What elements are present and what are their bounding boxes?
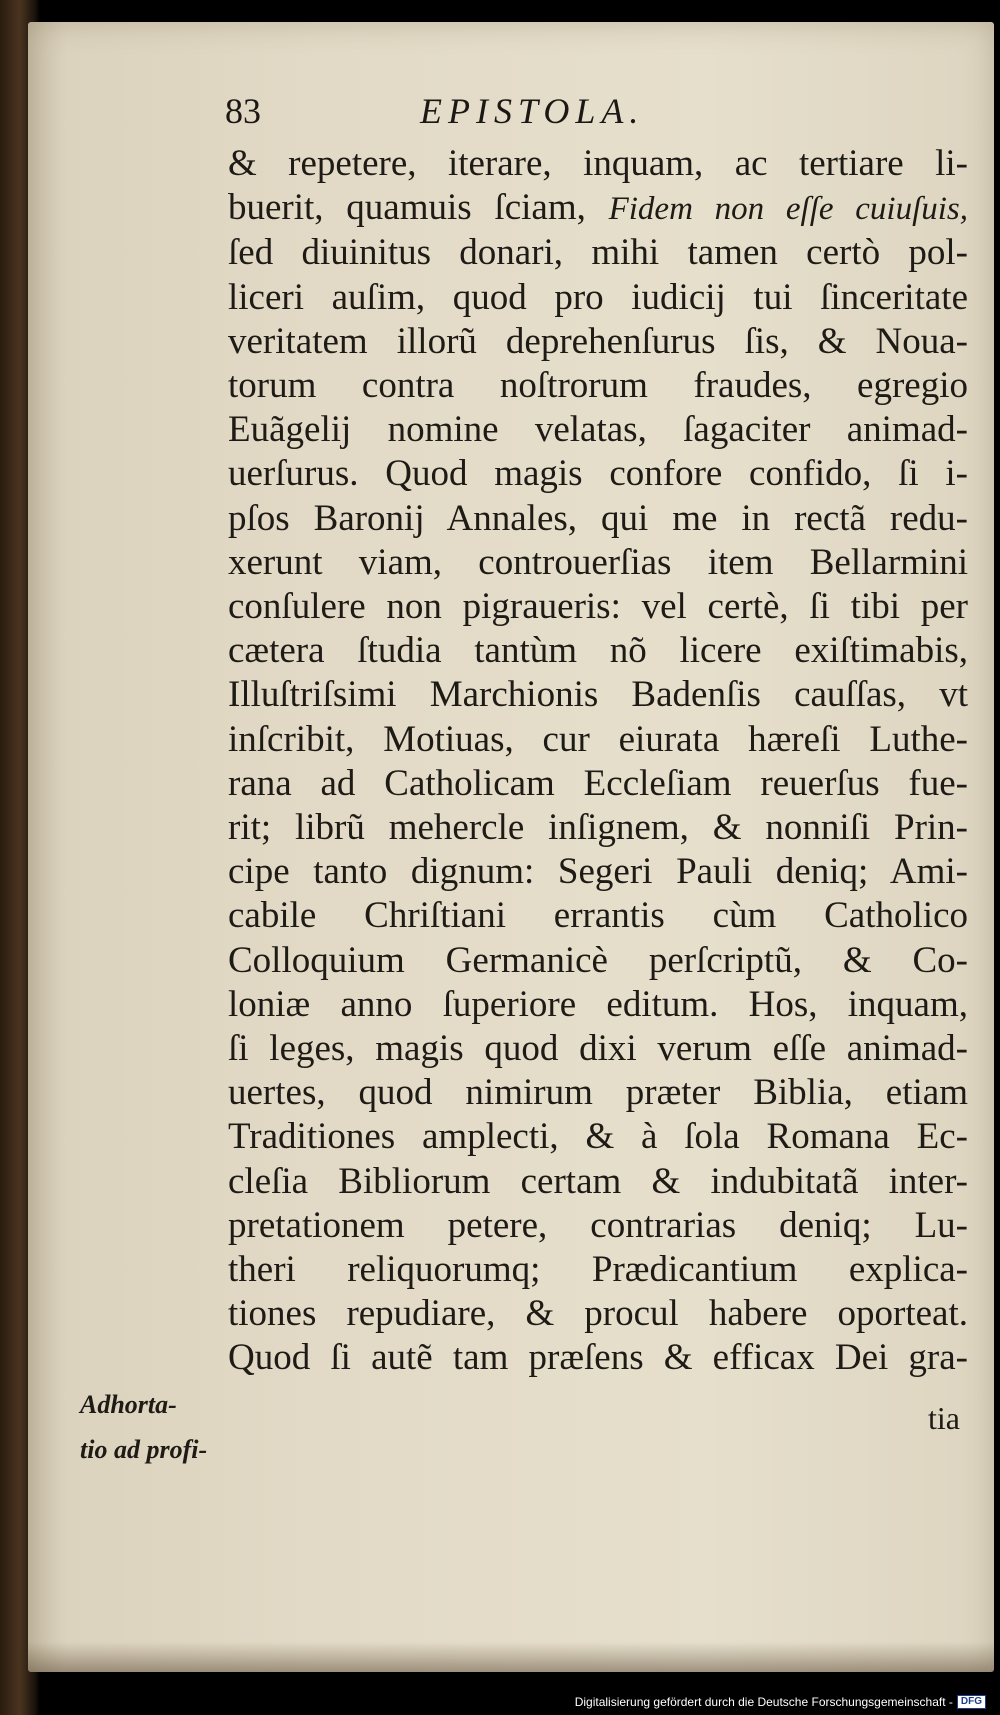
page-number: 83 — [225, 91, 261, 131]
text-line: cipe tanto dignum: Segeri Pauli deniq; Ami- — [228, 851, 968, 893]
text-line: ſi leges, magis quod dixi verum eſſe animad- — [228, 1028, 968, 1070]
text-line: torum contra noſtrorum fraudes, egregio — [228, 365, 968, 407]
text-line: liceri auſim, quod pro iudicij tui ſinceritate — [228, 276, 968, 318]
text-line: inſcribit, Motiuas, cur eiurata hæreſi Luthe- — [228, 718, 968, 760]
credit-text: Digitalisierung gefördert durch die Deutsche Forschungsgemeinschaft - — [574, 1695, 953, 1709]
marginal-note — [80, 1382, 240, 1472]
marginal-note-line: Adhorta- — [80, 1390, 177, 1419]
text-line: cleſia Bibliorum certam & indubitatã inter- — [228, 1160, 968, 1202]
running-head: EPISTOLA. — [420, 91, 645, 131]
text-line: theri reliquorumq; Prædicantium explica- — [228, 1249, 968, 1291]
text-line: Euãgelij nomine velatas, ſagaciter animad- — [228, 409, 968, 451]
main-text-block — [228, 142, 968, 1381]
text-line: conſulere non pigraueris: vel certè, ſi tibi per — [228, 586, 968, 628]
text-line: pretationem petere, contrarias deniq; Lu- — [228, 1204, 968, 1246]
text-line: tiones repudiare, & procul habere oporteat. — [228, 1293, 968, 1335]
page-header — [225, 90, 725, 140]
text-line: Colloquium Germanicè perſcriptũ, & Co- — [228, 939, 968, 981]
text-line: xerunt viam, controuerſias item Bellarmini — [228, 541, 968, 583]
text-line: uerſurus. Quod magis confore confido, ſi i- — [228, 453, 968, 495]
text-line: & repetere, iterare, inquam, ac tertiare li- — [228, 143, 968, 184]
text-line: rit; librũ mehercle inſignem, & nonniſi Prin- — [228, 807, 968, 849]
text-line: rana ad Catholicam Eccleſiam reuerſus fue- — [228, 762, 968, 804]
text-line: Quod ſi autẽ tam præſens & efficax Dei gra- — [228, 1337, 968, 1379]
italic-phrase: Fidem non eſſe cuiuſuis, — [608, 191, 969, 228]
digitization-credit — [575, 1695, 986, 1709]
text-line: Illuſtriſsimi Marchionis Badenſis cauſſas, vt — [228, 674, 968, 716]
catchword: tia — [928, 1400, 960, 1436]
text-line: pſos Baronij Annales, qui me in rectã redu- — [228, 497, 968, 539]
text-line: loniæ anno ſuperiore editum. Hos, inquam, — [228, 983, 968, 1025]
text-line: cætera ſtudia tantùm nõ licere exiſtimabis, — [228, 630, 968, 672]
text-line: veritatem illorũ deprehenſurus ſis, & Noua- — [228, 320, 968, 362]
text-line: Traditiones amplecti, & à ſola Romana Ec- — [228, 1116, 968, 1158]
text-line: uertes, quod nimirum præter Biblia, etiam — [228, 1072, 968, 1114]
text-line-start: buerit, quamuis ſciam, — [228, 187, 586, 229]
dfg-logo-icon: DFG — [957, 1695, 986, 1709]
marginal-note-line: tio ad profi- — [80, 1435, 208, 1464]
text-line: cabile Chriſtiani errantis cùm Catholico — [228, 895, 968, 937]
text-line: ſed diuinitus donari, mihi tamen certò pol- — [228, 232, 968, 274]
text-line — [228, 186, 968, 231]
